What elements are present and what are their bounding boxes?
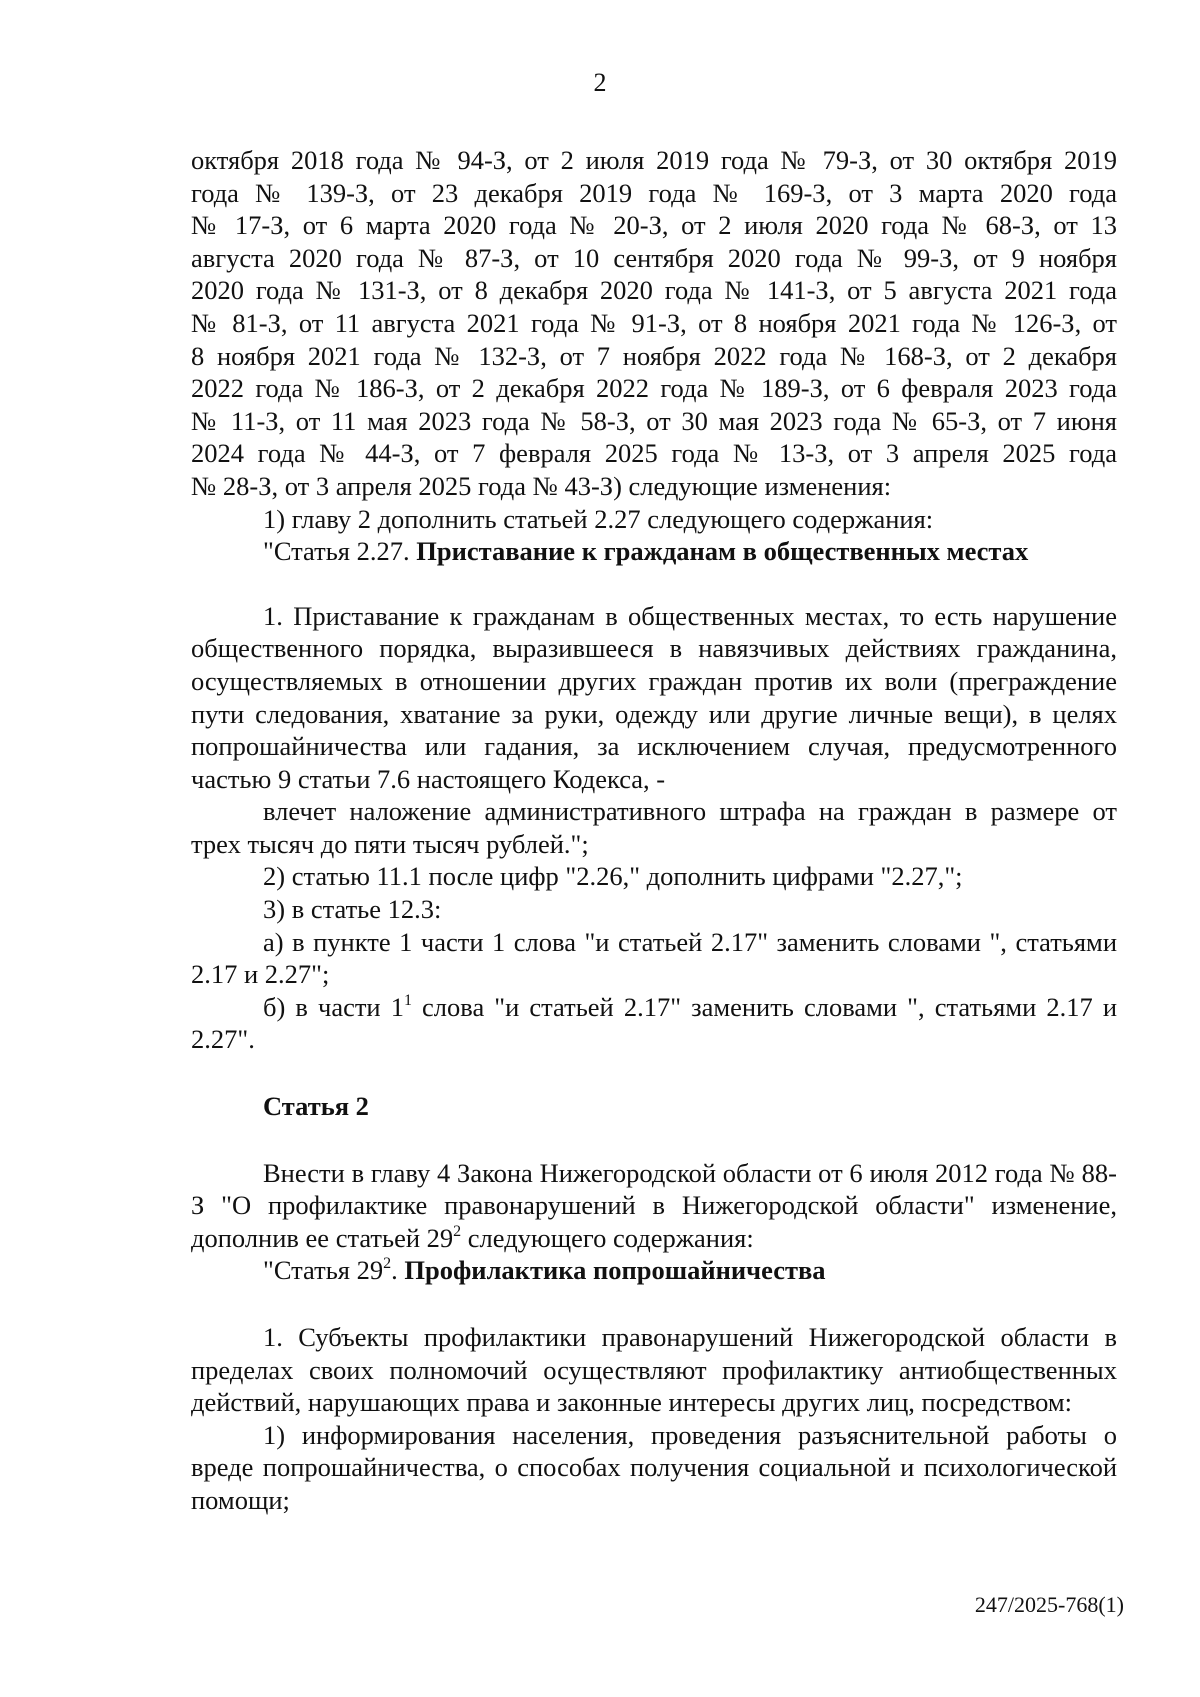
article-2-27-sanction: влечет наложение административного штрафа на граждан в размере от трех тысяч до пяти тысяч рублей."; <box>191 796 1117 859</box>
text-line: года № 139-З, от 23 декабря 2019 года № 169-З, от 3 марта 2020 года <box>191 177 1117 208</box>
text-line: № 81-З, от 11 августа 2021 года № 91-З, от 8 ноября 2021 года № 126-З, от <box>191 307 1117 338</box>
article-2-heading: Статья 2 <box>263 1091 369 1122</box>
text-line: августа 2020 года № 87-З, от 10 сентября 2020 года № 99-З, от 9 ноября <box>191 242 1117 273</box>
superscript: 2 <box>453 1222 462 1240</box>
article-29-2-part-1: 1. Субъекты профилактики правонарушений Нижегородской области в пределах своих полномочий осуществляют профилактику антиобщественных действий, нарушающих права и законные интересы других лиц, посредством: <box>191 1322 1117 1418</box>
item-2: 2) статью 11.1 после цифр "2.26," дополнить цифрами "2.27,"; <box>263 861 963 892</box>
item-3a: а) в пункте 1 части 1 слова "и статьей 2.17" заменить словами ", статьями 2.17 и 2.27"; <box>191 926 1117 990</box>
page-number: 2 <box>593 68 607 97</box>
amending-laws-list <box>191 144 1117 503</box>
text-line: № 11-З, от 11 мая 2023 года № 58-З, от 30 мая 2023 года № 65-З, от 7 июня <box>191 405 1117 436</box>
text-line: 2022 года № 186-З, от 2 декабря 2022 года № 189-З, от 6 февраля 2023 года <box>191 373 1117 404</box>
article-29-2-item-1: 1) информирования населения, проведения разъяснительной работы о вреде попрошайничества, о способах получения социальной и психологической помощи; <box>191 1419 1117 1515</box>
item-1: 1) главу 2 дополнить статьей 2.27 следующего содержания: <box>263 503 934 534</box>
article-29-2-heading: "Статья $29^2$. Профилактика попрошайничества <box>263 1255 826 1286</box>
superscript: 2 <box>383 1255 392 1273</box>
document-number: 247/2025-768(1) <box>974 1592 1124 1617</box>
article-2-27-heading <box>191 535 1117 568</box>
article-2-paragraph: Внести в главу 4 Закона Нижегородской области от 6 июля 2012 года № 88-З "О профилактике правонарушений в Нижегородской области" изменение, дополнив ее статьей $29^2$ следующего содержания: <box>191 1157 1117 1253</box>
document-body <box>191 144 1117 1517</box>
article-2-27-prefix: "Статья 2.27. <box>263 536 417 567</box>
article-2-27-part-1: 1. Приставание к гражданам в общественных местах, то есть нарушение общественного порядка, выразившееся в навязчивых действиях гражданина, осуществляемых в отношении других граждан против их воли (преграждение пути следования, хватание за руки, одежду или другие личные вещи), в целях попрошайничества или гадания, за исключением случая, предусмотренного частью 9 статьи 7.6 настоящего Кодекса, - <box>191 600 1117 794</box>
text-line: 2020 года № 131-З, от 8 декабря 2020 года № 141-З, от 5 августа 2021 года <box>191 275 1117 306</box>
article-29-2-title: Профилактика попрошайничества <box>404 1255 826 1286</box>
item-3b: б) в части $1^1$ слова "и статьей 2.17" заменить словами ", статьями 2.17 и 2.27". <box>191 991 1117 1055</box>
superscript: 1 <box>403 991 412 1009</box>
text-line: № 28-З, от 3 апреля 2025 года № 43-З) следующие изменения: <box>191 470 892 501</box>
text-line: октября 2018 года № 94-З, от 2 июля 2019 года № 79-З, от 30 октября 2019 <box>191 145 1117 175</box>
text-line: № 17-З, от 6 марта 2020 года № 20-З, от 2 июля 2020 года № 68-З, от 13 <box>191 210 1117 241</box>
text-line: 8 ноября 2021 года № 132-З, от 7 ноября 2022 года № 168-З, от 2 декабря <box>191 340 1117 371</box>
text-line: 2024 года № 44-З, от 7 февраля 2025 года № 13-З, от 3 апреля 2025 года <box>191 438 1117 469</box>
item-3: 3) в статье 12.3: <box>263 894 442 925</box>
article-2-27-title: Приставание к гражданам в общественных местах <box>416 536 1029 567</box>
